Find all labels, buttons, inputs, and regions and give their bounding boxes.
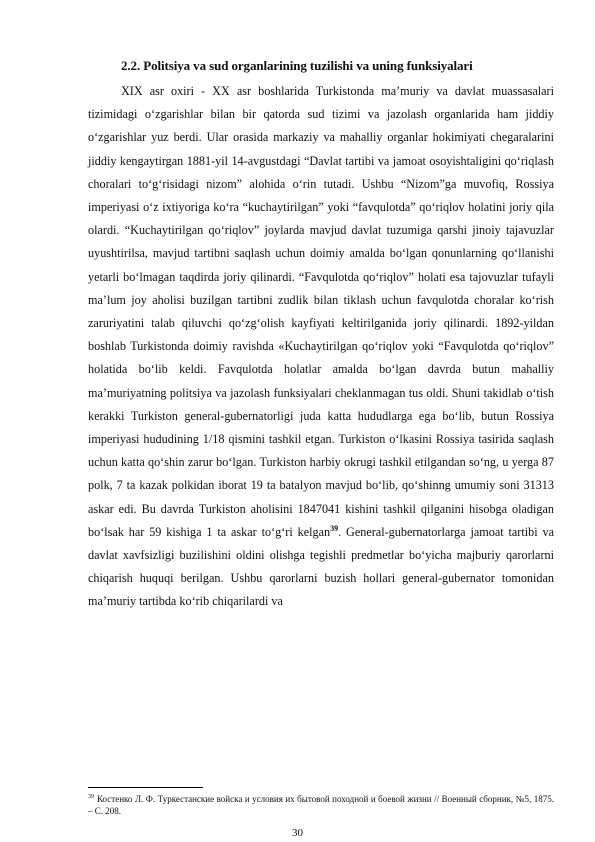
body-paragraph (88, 80, 554, 614)
paragraph-text-part-1: XIX asr oxiri - XX asr boshlarida Turkistonda ma’muriy va davlat muassasalari tizimidagi o‘zgarishlar bilan bir qatorda sud tizimi va jazolash organlarida ham jiddiy o‘zgarishlar yuz berdi. Ular orasida markaziy va mahalliy organlar hokimiyati chegaralarini jiddiy kengaytirgan 1881-yil 14-avgustdagi “Davlat tartibi va jamoat osoyishtaligini qo‘riqlash choralari to‘g‘risidagi nizom” alohida o‘rin tutadi. Ushbu “Nizom”ga muvofiq, Rossiya imperiyasi o‘z ixtiyoriga ko‘ra “kuchaytirilgan” yoki “favqulotda” qo‘riqlov holatini joriy qila olardi. “Kuchaytirilgan qo‘riqlov” joylarda mavjud davlat tuzumiga qarshi jinoiy tajavuzlar uyushtirilsa, mavjud tartibni saqlash uchun doimiy amalda bo‘lgan qonunlarning qo‘llanishi yetarli bo‘lmagan taqdirda joriy qilinardi. “Favqulotda qo‘riqlov” holati esa tajovuzlar tufayli ma’lum joy aholisi buzilgan tartibni zudlik bilan tiklash uchun favqulotda choralar ko‘rish zaruriyatini talab qiluvchi qo‘zg‘olish kayfiyati keltirilganida joriy qilinardi. 1892-yildan boshlab Turkistonda doimiy ravishda «Kuchaytirilgan qo‘riqlov yoki “Favqulotda qo‘riqlov” holatida bo‘lib keldi. Favqulotda holatlar amalda bo‘lgan davrda butun mahalliy ma’muriyatning politsiya va jazolash funksiyalari cheklanmagan tus oldi. Shuni takidlab o‘tish kerakki Turkiston general-gubernatorligi juda katta hududlarga ega bo‘lib, butun Rossiya imperiyasi hududining 1/18 qismini tashkil etgan. Turkiston o‘lkasini Rossiya tasirida saqlash uchun katta qo‘shin zarur bo‘lgan. Turkiston harbiy okrugi tashkil etilgandan so‘ng, u yerga 87 polk, 7 ta kazak polkidan iborat 19 ta batalyon mavjud bo‘lib, qo‘shinng umumiy soni 31313 askar edi. Bu davrda Turkiston aholisini 1847041 kishini tashkil qilganini hisobga oladigan bo‘lsak har 59 kishiga 1 ta askar to‘g‘ri kelgan (88, 84, 554, 539)
footnote (88, 792, 554, 817)
page-number: 30 (292, 827, 303, 839)
paragraph-text-part-2: . General-gubernatorlarga jamoat tartibi va davlat xavfsizligi buzilishini oldini olishga tegishli predmetlar bo‘yicha majburiy qarorlarni chiqarish huquqi berilgan. Ushbu qarorlarni buzish hollari general-gubernator tomonidan ma’muriy tartibda ko‘rib chiqarilardi va (88, 524, 555, 609)
footnote-number: 39 (88, 794, 94, 800)
footnote-separator (88, 787, 203, 788)
footnote-reference[interactable]: 39 (330, 523, 339, 533)
footnote-text: Костенко Л. Ф. Туркестанские войска и условия их бытовой походной и боевой жизни // Военный сборник, №5, 1875. – С. 208. (88, 794, 554, 816)
section-heading: 2.2. Politsiya va sud organlarining tuzilishi va uning funksiyalari (121, 58, 473, 73)
